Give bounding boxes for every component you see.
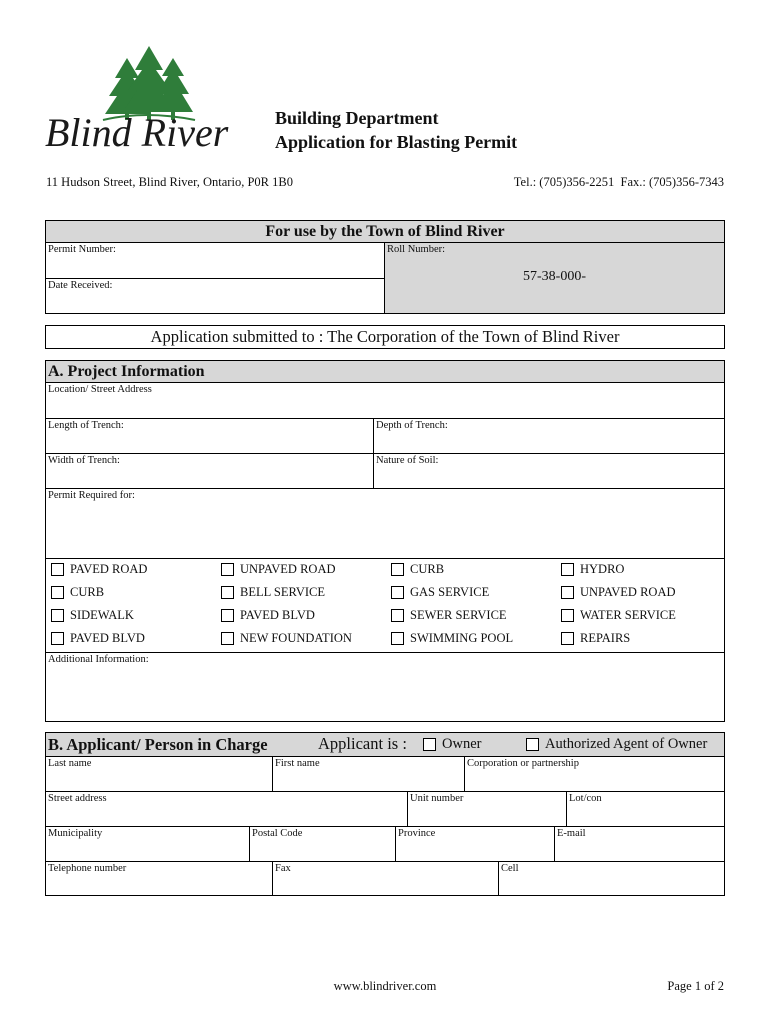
location-field[interactable]: [45, 382, 725, 419]
permit-checkbox[interactable]: [221, 632, 234, 645]
permit-option[interactable]: [391, 631, 513, 646]
permit-option-label: CURB: [70, 585, 105, 599]
form-title: Application for Blasting Permit: [275, 132, 518, 152]
lotcon-field[interactable]: [566, 791, 725, 827]
permit-checkbox[interactable]: [561, 632, 574, 645]
agent-option[interactable]: [526, 736, 707, 753]
first-name-label: First name: [275, 758, 320, 769]
first-name-field[interactable]: [272, 756, 465, 792]
street-address-label: Street address: [48, 793, 107, 804]
soil-field[interactable]: [373, 453, 725, 489]
office-left-block: [45, 242, 385, 314]
cell-label: Cell: [501, 863, 519, 874]
permit-option[interactable]: [391, 562, 444, 577]
permit-option[interactable]: [561, 562, 624, 577]
applicant-is-label: Applicant is :: [318, 734, 407, 753]
permit-option-label: BELL SERVICE: [240, 585, 325, 599]
fax-label: Fax: [275, 863, 291, 874]
permit-checkbox[interactable]: [391, 632, 404, 645]
roll-number-value: 57-38-000-: [523, 269, 586, 284]
permit-option[interactable]: [391, 585, 489, 600]
permit-option[interactable]: [391, 608, 507, 623]
agent-option-label: Authorized Agent of Owner: [545, 736, 708, 752]
permit-checkbox[interactable]: [561, 586, 574, 599]
owner-option-label: Owner: [442, 736, 482, 752]
permit-option[interactable]: [51, 608, 134, 623]
additional-info-field[interactable]: [45, 652, 725, 722]
town-address: 11 Hudson Street, Blind River, Ontario, P0R 1B0: [46, 175, 293, 189]
permit-option-label: PAVED BLVD: [240, 608, 315, 622]
permit-option-label: PAVED BLVD: [70, 631, 145, 645]
width-field[interactable]: [45, 453, 374, 489]
fax-field[interactable]: [272, 861, 499, 896]
permit-option[interactable]: [51, 562, 147, 577]
postal-code-label: Postal Code: [252, 828, 303, 839]
email-label: E-mail: [557, 828, 586, 839]
permit-option-label: UNPAVED ROAD: [580, 585, 676, 599]
unit-number-field[interactable]: [407, 791, 567, 827]
permit-checkbox[interactable]: [561, 563, 574, 576]
municipality-label: Municipality: [48, 828, 103, 839]
owner-option[interactable]: [423, 736, 481, 753]
telephone-field[interactable]: [45, 861, 273, 896]
owner-checkbox[interactable]: [423, 738, 436, 751]
postal-code-field[interactable]: [249, 826, 396, 862]
permit-option[interactable]: [221, 585, 325, 600]
permit-option-label: PAVED ROAD: [70, 562, 148, 576]
permit-option-label: HYDRO: [580, 562, 625, 576]
permit-option-label: SIDEWALK: [70, 608, 134, 622]
permit-option[interactable]: [51, 585, 104, 600]
permit-option[interactable]: [561, 631, 630, 646]
permit-option-label: SWIMMING POOL: [410, 631, 514, 645]
street-address-field[interactable]: [45, 791, 408, 827]
permit-option[interactable]: [561, 608, 676, 623]
permit-number-label: Permit Number:: [48, 244, 116, 255]
permit-required-label: Permit Required for:: [48, 490, 135, 501]
width-label: Width of Trench:: [48, 455, 120, 466]
permit-option[interactable]: [221, 631, 352, 646]
permit-checkbox-area: [45, 558, 725, 653]
depth-field[interactable]: [373, 418, 725, 454]
agent-checkbox[interactable]: [526, 738, 539, 751]
section-b-heading-bar: [45, 732, 725, 757]
roll-number-field[interactable]: [384, 242, 725, 314]
permit-option-label: NEW FOUNDATION: [240, 631, 352, 645]
permit-required-field[interactable]: [45, 488, 725, 559]
permit-checkbox[interactable]: [221, 563, 234, 576]
permit-option[interactable]: [561, 585, 676, 600]
submitted-to: Application submitted to : The Corporation of the Town of Blind River: [45, 325, 725, 349]
permit-option-label: WATER SERVICE: [580, 608, 676, 622]
unit-number-label: Unit number: [410, 793, 464, 804]
length-field[interactable]: [45, 418, 374, 454]
office-use-heading: For use by the Town of Blind River: [45, 220, 725, 243]
permit-option[interactable]: [221, 562, 336, 577]
town-contact: Tel.: (705)356-2251 Fax.: (705)356-7343: [513, 175, 724, 189]
permit-option[interactable]: [51, 631, 145, 646]
footer-url[interactable]: www.blindriver.com: [333, 979, 437, 993]
permit-checkbox[interactable]: [391, 563, 404, 576]
permit-option-label: SEWER SERVICE: [410, 608, 507, 622]
telephone-label: Telephone number: [48, 863, 127, 874]
permit-checkbox[interactable]: [561, 609, 574, 622]
permit-option-label: GAS SERVICE: [410, 585, 490, 599]
section-b-heading: B. Applicant/ Person in Charge: [48, 735, 268, 754]
last-name-field[interactable]: [45, 756, 273, 792]
corporation-field[interactable]: [464, 756, 725, 792]
page-number: Page 1 of 2: [667, 979, 724, 993]
pine-trees-icon: [45, 44, 270, 154]
depth-label: Depth of Trench:: [376, 420, 448, 431]
roll-number-label: Roll Number:: [387, 244, 446, 255]
header-titles: [275, 106, 517, 154]
permit-checkbox[interactable]: [51, 586, 64, 599]
municipality-field[interactable]: [45, 826, 250, 862]
soil-label: Nature of Soil:: [376, 455, 439, 466]
permit-checkbox[interactable]: [391, 586, 404, 599]
permit-checkbox[interactable]: [51, 563, 64, 576]
permit-checkbox[interactable]: [51, 632, 64, 645]
permit-checkbox[interactable]: [391, 609, 404, 622]
last-name-label: Last name: [48, 758, 92, 769]
province-label: Province: [398, 828, 436, 839]
permit-option[interactable]: [221, 608, 315, 623]
date-received-label: Date Received:: [48, 280, 113, 291]
province-field[interactable]: [395, 826, 555, 862]
email-field[interactable]: [554, 826, 725, 862]
additional-info-label: Additional Information:: [48, 654, 149, 665]
permit-checkbox[interactable]: [221, 609, 234, 622]
cell-field[interactable]: [498, 861, 725, 896]
lotcon-label: Lot/con: [569, 793, 602, 804]
department-name: Building Department: [275, 108, 439, 128]
town-logo: [45, 44, 270, 154]
permit-checkbox[interactable]: [51, 609, 64, 622]
length-label: Length of Trench:: [48, 420, 124, 431]
logo-text: Blind River: [45, 110, 229, 154]
corporation-label: Corporation or partnership: [467, 758, 579, 769]
permit-option-label: REPAIRS: [580, 631, 631, 645]
permit-checkbox[interactable]: [221, 586, 234, 599]
permit-option-label: CURB: [410, 562, 445, 576]
location-label: Location/ Street Address: [48, 384, 152, 395]
permit-option-label: UNPAVED ROAD: [240, 562, 336, 576]
section-a-heading: A. Project Information: [45, 360, 725, 383]
